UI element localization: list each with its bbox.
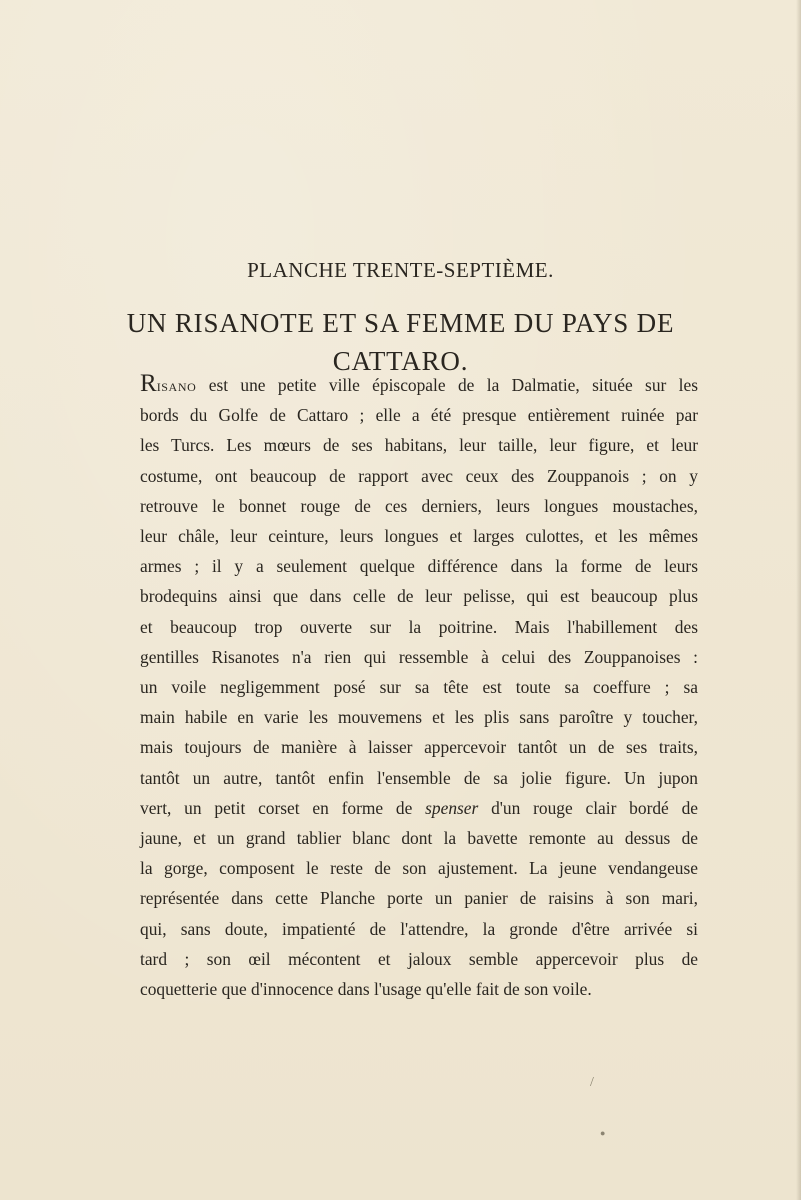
text-line-18: représentée dans cette Planche porte un panier de raisins à son mari, [140,888,698,909]
body-paragraph [140,370,698,1004]
text-line-4: costume, ont beaucoup de rapport avec ceux des Zouppanois ; on y [140,465,698,486]
page-edge-shadow [796,0,801,1200]
text-line-6: leur châle, leur ceinture, leurs longues et larges culottes, et les mêmes [140,526,698,547]
text-line-5: retrouve le bonnet rouge de ces derniers, leurs longues moustaches, [140,495,698,516]
text-line-15-rest: d'un rouge clair bordé de [478,797,698,818]
text-line-21: coquetterie que d'innocence dans l'usage qu'elle fait de son voile. [140,979,592,1000]
drop-cap: R [140,370,157,397]
text-line-1-rest: est une petite ville épiscopale de la Dalmatie, située sur les [196,375,698,395]
text-line-17: la gorge, composent le reste de son ajustement. La jeune vendangeuse [140,858,698,879]
paper-spot-mark: ● [600,1128,606,1138]
text-line-19: qui, sans doute, impatienté de l'attendre, la gronde d'être arrivée si [140,918,698,939]
text-line-15-start: vert, un petit corset en forme de [140,797,426,818]
first-word-rest: isano [156,375,197,395]
text-line-8: brodequins ainsi que dans celle de leur pelisse, qui est beaucoup plus [140,586,698,607]
text-line-16: jaune, et un grand tablier blanc dont la bavette remonte au dessus de [140,828,698,849]
text-line-9: et beaucoup trop ouverte sur la poitrine. Mais l'habillement des [140,616,698,637]
page-title [0,304,801,380]
title-line-2: CATTARO. [332,346,469,376]
text-line-15 [140,793,698,823]
text-line-3: les Turcs. Les mœurs de ses habitans, leur taille, leur figure, et leur [140,435,698,456]
text-line-14: tantôt un autre, tantôt enfin l'ensemble de sa jolie figure. Un jupon [140,767,698,788]
text-line-13: mais toujours de manière à laisser appercevoir tantôt un de ses traits, [140,737,698,758]
text-line-11: un voile negligemment posé sur sa tête est toute sa coeffure ; sa [140,677,698,698]
text-line-12: main habile en varie les mouvemens et les plis sans paroître y toucher, [140,707,698,728]
paper-blemish-mark: / [590,1075,594,1090]
title-line-1: UN RISANOTE ET SA FEMME DU PAYS DE [126,308,675,338]
text-line-10: gentilles Risanotes n'a rien qui ressemble à celui des Zouppanoises : [140,646,698,667]
text-line-1 [140,370,698,400]
text-line-7: armes ; il y a seulement quelque différence dans la forme de leurs [140,556,698,577]
plate-heading: PLANCHE TRENTE-SEPTIÈME. [247,258,554,282]
italic-word: spenser [425,797,479,818]
text-line-20: tard ; son œil mécontent et jaloux semble appercevoir plus de [140,948,698,969]
text-line-2: bords du Golfe de Cattaro ; elle a été presque entièrement ruinée par [140,405,698,426]
